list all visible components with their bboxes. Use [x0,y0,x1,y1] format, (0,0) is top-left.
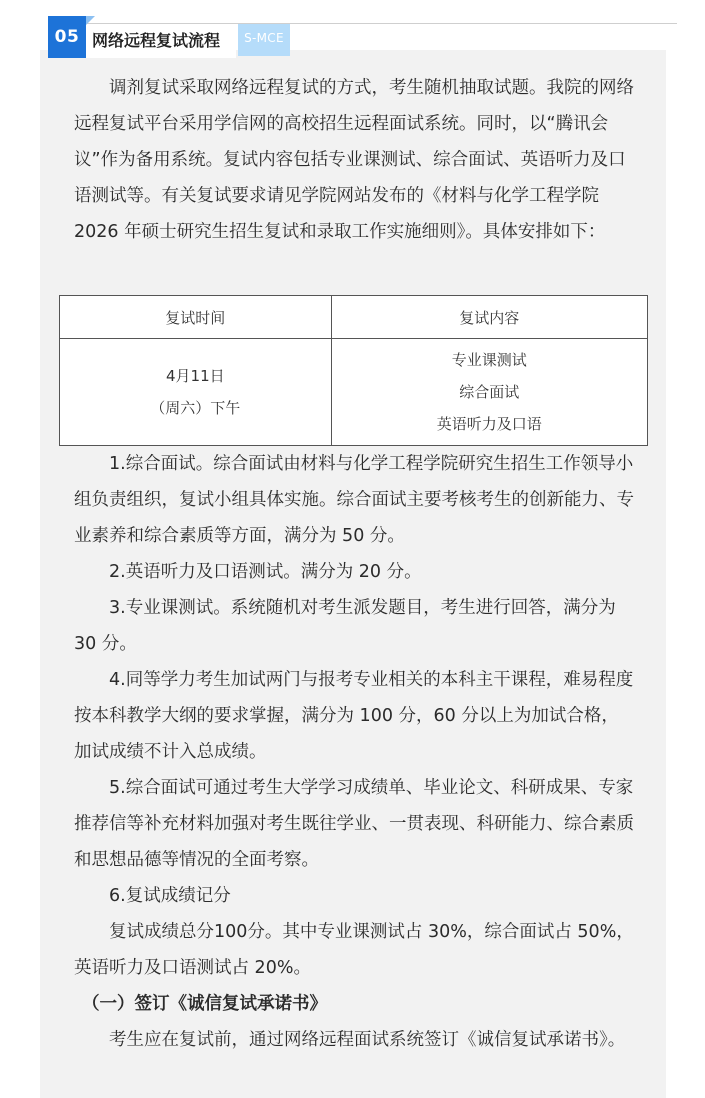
items-block [74,446,634,1058]
header-content: 复试内容 [331,296,647,339]
list-item: 4.同等学力考生加试两门与报考专业相关的本科主干课程，难易程度按本科教学大纲的要求掌握，满分为 100 分，60 分以上为加试合格，加试成绩不计入总成绩。 [74,670,634,762]
section-tag: S-MCE [238,24,290,56]
intro-paragraph: 调剂复试采取网络远程复试的方式，考生随机抽取试题。我院的网络远程复试平台采用学信网的高校招生远程面试系统。同时，以“腾讯会议”作为备用系统。复试内容包括专业课测试、综合面试、英语听力及口语测试等。有关复试要求请见学院网站发布的《材料与化学工程学院 2026 年硕士研究生招生复试和录取工作实施细则》。具体安排如下： [74,78,634,242]
subheading: （一）签订《诚信复试承诺书》 [82,994,327,1014]
table-header-row [60,296,648,339]
list-item: 1.综合面试。综合面试由材料与化学工程学院研究生招生工作领导小组负责组织，复试小组具体实施。综合面试主要考核考生的创新能力、专业素养和综合素质等方面，满分为 50 分。 [74,454,634,546]
content-item: 综合面试 [459,383,520,401]
section-number-badge: 05 [48,16,86,58]
badge-corner-decoration [86,16,95,25]
content-item: 英语听力及口语 [436,415,542,433]
intro-block [74,70,634,250]
time-period: （周六）下午 [150,399,241,417]
time-date: 4月11日 [165,367,225,385]
schedule-table [59,295,648,446]
section-title: 网络远程复试流程 [92,31,221,50]
list-item: 6.复试成绩记分 [109,886,231,906]
table-row [60,339,648,446]
time-cell [60,339,332,446]
content-cell [331,339,647,446]
list-item: 复试成绩总分100分。其中专业课测试占 30%，综合面试占 50%，英语听力及口语测试占 20%。 [74,922,634,978]
list-item: 2.英语听力及口语测试。满分为 20 分。 [109,562,422,582]
list-item: 3.专业课测试。系统随机对考生派发题目，考生进行回答，满分为 30 分。 [74,598,616,654]
content-item: 专业课测试 [451,351,527,369]
closing-paragraph: 考生应在复试前，通过网络远程面试系统签订《诚信复试承诺书》。 [109,1030,626,1050]
list-item: 5.综合面试可通过考生大学学习成绩单、毕业论文、科研成果、专家推荐信等补充材料加强对考生既往学业、一贯表现、科研能力、综合素质和思想品德等情况的全面考察。 [74,778,634,870]
header-time: 复试时间 [60,296,332,339]
